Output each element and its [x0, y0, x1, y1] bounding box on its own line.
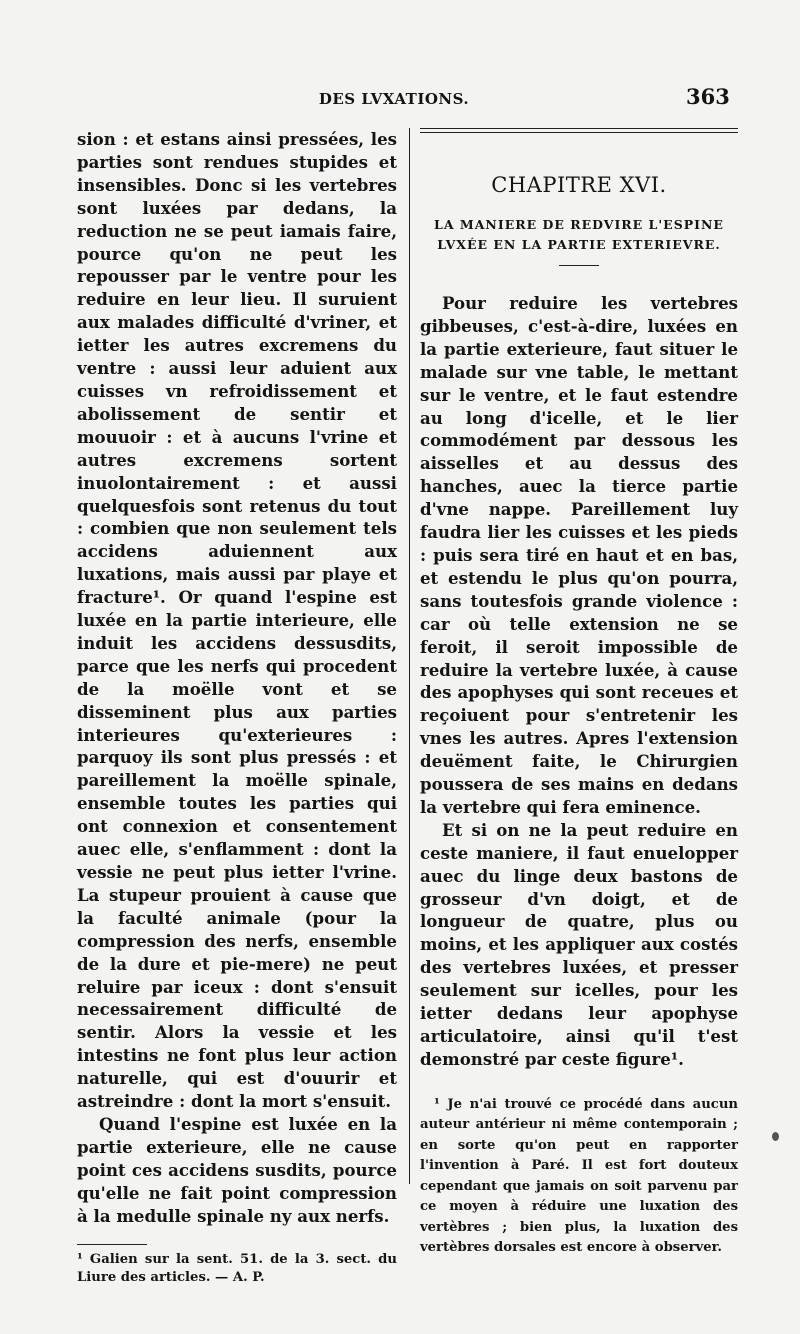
- right-column: [420, 128, 738, 1259]
- right-paragraph-1: Pour reduire les vertebres gibbeuses, c'est-à-dire, luxées en la partie exterieure, faut situer le malade sur vne table, le mettant sur le ventre, et le faut estendre au long d'icelle, et le lier commodément par dessous les aisselles et au dessus des hanches, auec la tierce partie d'vne nappe. Pareillement luy faudra lier les cuisses et les pieds : puis sera tiré en haut et en bas, et estendu le plus qu'on pourra, sans toutesfois grande violence : car où telle extension ne se feroit, il seroit impossible de reduire la vertebre luxée, à cause des apophyses qui sont receues et reçoiuent pour s'entretenir les vnes les autres. Apres l'extension deuëment faite, le Chirurgien poussera de ses mains en dedans la vertebre qui fera eminence.: [420, 293, 738, 817]
- subtitle-rule: [559, 265, 599, 266]
- column-divider: [409, 128, 410, 1184]
- page-number: 363: [686, 84, 730, 109]
- chapter-header-rule: [420, 128, 738, 133]
- left-footnote: ¹ Galien sur la sent. 51. de la 3. sect. du Liure des articles. — A. P.: [77, 1251, 397, 1286]
- running-head: DES LVXATIONS.: [318, 90, 470, 108]
- left-paragraph-2: Quand l'espine est luxée en la partie exterieure, elle ne cause point ces accidens susdits, pource qu'elle ne fait point compression à la medulle spinale ny aux nerfs.: [77, 1113, 397, 1226]
- ink-speck: [772, 1132, 779, 1141]
- left-column: [77, 128, 397, 1288]
- left-paragraph-1: sion : et estans ainsi pressées, les parties sont rendues stupides et insensibles. Donc si les vertebres sont luxées par dedans, la reduction ne se peut iamais faire, pource qu'on ne peut les repousser par le ventre pour les reduire en leur lieu. Il suruient aux malades difficulté d'vriner, et ietter les autres excremens du ventre : aussi leur aduient aux cuisses vn refroidissement et abolissement de sentir et mouuoir : et à aucuns l'vrine et autres excremens sortent inuolontairement : et aussi quelquesfois sont retenus du tout : combien que non seulement tels accidens aduiennent aux luxations, mais aussi par playe et fracture¹. Or quand l'espine est luxée en la partie interieure, elle induit les accidens dessusdits, parce que les nerfs qui procedent de la moëlle vont et se disseminent plus aux parties interieures qu'exterieures : parquoy ils sont plus pressés : et pareillement la moëlle spinale, ensemble toutes les parties qui ont connexion et consentement auec elle, s'enflamment : dont la vessie ne peut plus ietter l'vrine. La stupeur prouient à cause que la faculté animale (pour la compression des nerfs, ensemble de la dure et pie-mere) ne peut reluire par iceux : dont s'ensuit necessairement difficulté de sentir. Alors la vessie et les intestins ne font plus leur action naturelle, qui est d'ouurir et astreindre : dont la mort s'ensuit.: [77, 129, 397, 1112]
- chapter-title: CHAPITRE XVI.: [491, 173, 667, 197]
- chapter-subtitle: LA MANIERE DE REDVIRE L'ESPINE LVXÉE EN LA PARTIE EXTERIEVRE.: [434, 217, 724, 252]
- right-footnote-block: [420, 1095, 738, 1259]
- right-footnote: ¹ Je n'ai trouvé ce procédé dans aucun auteur antérieur ni même contemporain ; en sorte qu'on peut en rapporter l'invention à Paré. Il est fort douteux cependant que jamais on soit parvenu par ce moyen à réduire une luxation des vertèbres ; bien plus, la luxation des vertèbres dorsales est encore à observer.: [420, 1096, 738, 1256]
- footnote-rule: [77, 1244, 147, 1245]
- right-paragraph-2: Et si on ne la peut reduire en ceste maniere, il faut enuelopper auec du linge deux bastons de grosseur d'vn doigt, et de longueur de quatre, plus ou moins, et les appliquer aux costés des vertebres luxées, et presser seulement sur icelles, pour les ietter dedans leur apophyse articulatoire, ainsi qu'il t'est demonstré par ceste figure¹.: [420, 819, 738, 1069]
